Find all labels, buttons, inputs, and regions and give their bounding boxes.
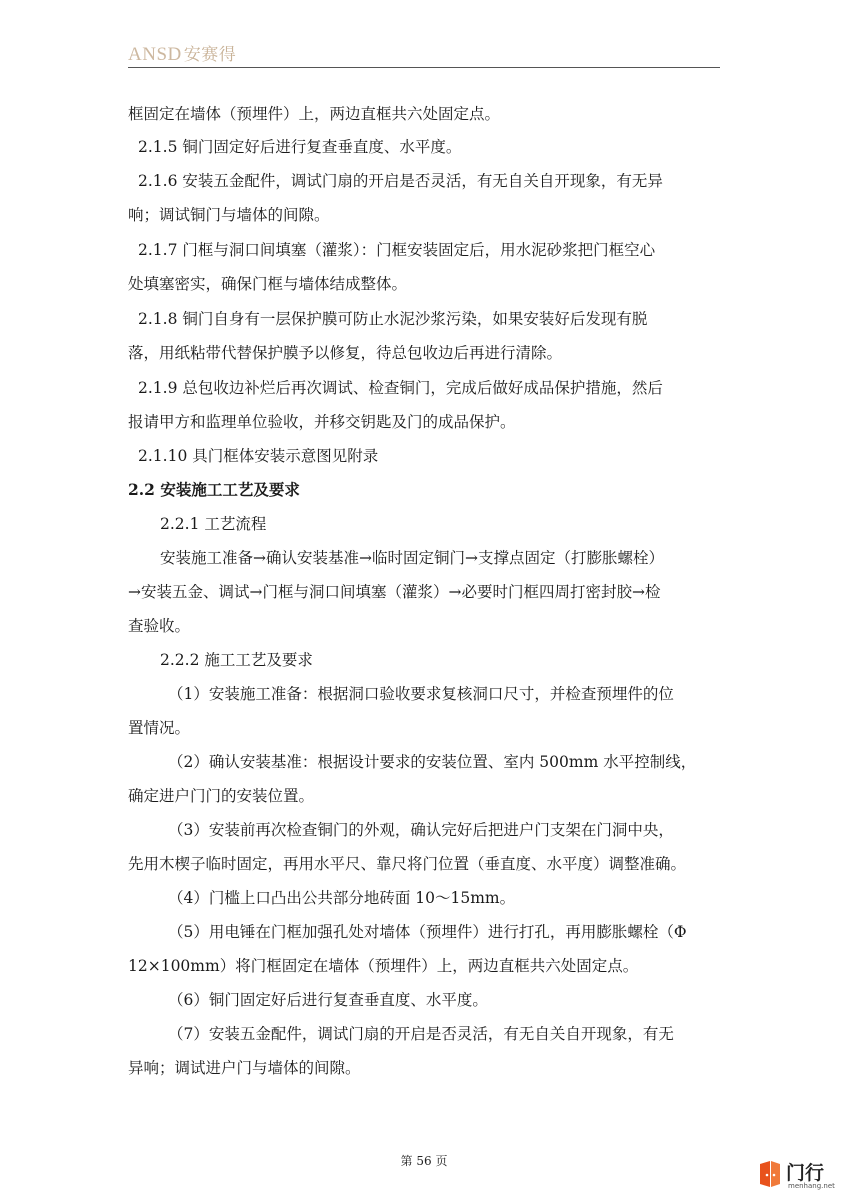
text-line: 落，用纸粘带代替保护膜予以修复，待总包收边后再进行清除。 xyxy=(128,344,563,362)
door-logo-icon xyxy=(758,1160,782,1188)
text-line: 安装施工准备→确认安装基准→临时固定铜门→支撑点固定（打膨胀螺栓） xyxy=(160,549,664,567)
text-line: 2.1.8 铜门自身有一层保护膜可防止水泥沙浆污染，如果安装好后发现有脱 xyxy=(138,310,648,328)
text-line: （6）铜门固定好后进行复查垂直度、水平度。 xyxy=(168,991,488,1009)
text-line: 报请甲方和监理单位验收，并移交钥匙及门的成品保护。 xyxy=(128,413,516,431)
header-divider xyxy=(128,67,720,68)
text-line: 查验收。 xyxy=(128,617,191,635)
text-line: （1）安装施工准备：根据洞口验收要求复核洞口尺寸，并检查预埋件的位 xyxy=(168,685,674,703)
text-line: 响；调试铜门与墙体的间隙。 xyxy=(128,206,330,224)
text-line: →安装五金、调试→门框与洞口间填塞（灌浆）→必要时门框四周打密封胶→检 xyxy=(128,583,661,601)
page-number: 第 56 页 xyxy=(400,1154,448,1168)
text-line: （4）门槛上口凸出公共部分地砖面 10～15mm。 xyxy=(168,889,516,907)
text-line: 2.1.5 铜门固定好后进行复查垂直度、水平度。 xyxy=(138,138,462,156)
watermark xyxy=(758,1158,848,1194)
text-line: 先用木楔子临时固定，再用水平尺、靠尺将门位置（垂直度、水平度）调整准确。 xyxy=(128,855,687,873)
watermark-url: menhang.net xyxy=(788,1182,835,1190)
text-line: （5）用电锤在门框加强孔处对墙体（预埋件）进行打孔，再用膨胀螺栓（Φ xyxy=(168,923,687,941)
text-line: 12×100mm）将门框固定在墙体（预埋件）上，两边直框共六处固定点。 xyxy=(128,957,639,975)
text-line: 确定进户门门的安装位置。 xyxy=(128,787,315,805)
text-line: 2.1.10 具门框体安装示意图见附录 xyxy=(138,447,379,465)
text-line: 异响；调试进户门与墙体的间隙。 xyxy=(128,1059,361,1077)
watermark-name: 门行 xyxy=(786,1162,825,1184)
text-line: 2.1.9 总包收边补烂后再次调试、检查铜门，完成后做好成品保护措施，然后 xyxy=(138,379,663,397)
logo-latin: ANSD xyxy=(128,44,182,65)
subsection-heading: 2.2.1 工艺流程 xyxy=(160,515,267,533)
page-header xyxy=(128,36,720,72)
text-line: 2.1.6 安装五金配件，调试门扇的开启是否灵活，有无自关自开现象，有无异 xyxy=(138,172,663,190)
text-line: （2）确认安装基准：根据设计要求的安装位置、室内 500mm 水平控制线， xyxy=(168,753,697,771)
section-heading: 2.2 安装施工工艺及要求 xyxy=(128,480,300,499)
brand-logo xyxy=(128,40,236,66)
text-line: 置情况。 xyxy=(128,719,191,737)
text-line: 2.1.7 门框与洞口间填塞（灌浆）：门框安装固定后，用水泥砂浆把门框空心 xyxy=(138,241,656,259)
text-line: 框固定在墙体（预埋件）上，两边直框共六处固定点。 xyxy=(128,105,501,123)
logo-chinese: 安赛得 xyxy=(183,45,237,65)
text-line: （3）安装前再次检查铜门的外观，确认完好后把进户门支架在门洞中央， xyxy=(168,821,674,839)
text-line: 处填塞密实，确保门框与墙体结成整体。 xyxy=(128,275,408,293)
subsection-heading: 2.2.2 施工工艺及要求 xyxy=(160,651,313,669)
text-line: （7）安装五金配件，调试门扇的开启是否灵活，有无自关自开现象，有无 xyxy=(168,1025,674,1043)
